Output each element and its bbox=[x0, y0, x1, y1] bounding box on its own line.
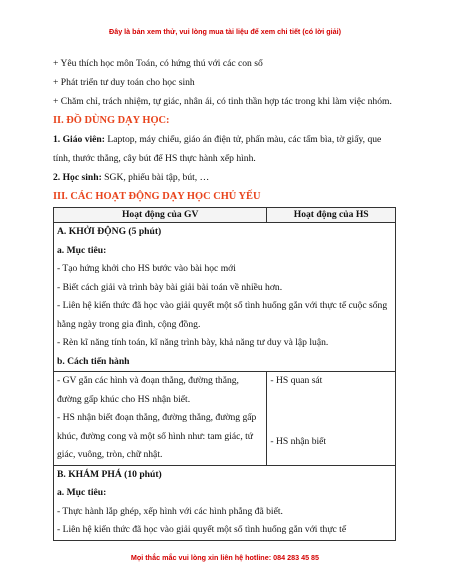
student-materials bbox=[53, 168, 399, 187]
section-heading-materials: II. ĐỒ DÙNG DẠY HỌC: bbox=[53, 115, 170, 126]
part-b-cell bbox=[54, 465, 396, 540]
part-a-goal-label: a. Mục tiêu: bbox=[57, 244, 107, 256]
part-a-title: A. KHỞI ĐỘNG (5 phút) bbox=[57, 226, 162, 237]
student-step: - HS quan sát bbox=[270, 375, 323, 386]
part-a-goal: - Rèn kĩ năng tính toán, kĩ năng trình bày, khả năng tư duy và lập luận. bbox=[57, 337, 329, 348]
part-a-teacher-cell bbox=[54, 372, 267, 466]
header-student-activity: Hoạt động của HS bbox=[267, 208, 396, 223]
part-a-student-cell bbox=[267, 372, 396, 466]
part-b-goal-label: a. Mục tiêu: bbox=[57, 487, 107, 498]
part-a-method-label: b. Cách tiến hành bbox=[57, 355, 130, 367]
teacher-text: Laptop, máy chiếu, giáo án điện tử, phấn màu, các tấm bìa, tờ giấy, que tính, thước thẳng, cây bút để HS thực hành xếp hình. bbox=[53, 134, 382, 164]
part-b-goal: - Liên hệ kiến thức đã học vào giải quyết một số tình huống gắn với thực tế bbox=[57, 524, 347, 535]
student-step: - HS nhận biết bbox=[270, 435, 327, 447]
student-label: 2. Học sinh: bbox=[53, 172, 102, 183]
part-a-intro-row bbox=[54, 223, 396, 372]
intro-line: + Yêu thích học môn Toán, có hứng thú với các con số bbox=[53, 58, 263, 69]
hotline-banner-bottom: Mọi thắc mắc vui lòng xin liên hệ hotline: 084 283 45 85 bbox=[130, 553, 320, 562]
intro-line: + Chăm chỉ, trách nhiệm, tự giác, nhân ái, có tinh thần hợp tác trong khi làm việc nhóm. bbox=[53, 96, 392, 107]
part-b-row bbox=[54, 465, 396, 540]
student-step-spacer bbox=[270, 391, 392, 433]
table-header-row bbox=[54, 208, 396, 223]
teacher-label: 1. Giáo viên: bbox=[53, 134, 105, 145]
teacher-step: - HS nhận biết đoạn thẳng, đường thẳng, đường gấp khúc, đường cong và một số hình như: tam giác, tứ giác, vuông, tròn, chữ nhật. bbox=[57, 412, 257, 460]
teacher-materials bbox=[53, 130, 399, 168]
part-a-goal: - Liên hệ kiến thức đã học vào giải quyết một số tình huống gắn với thực tế cuộc sống hằng ngày trong gia đình, cộng đồng. bbox=[57, 300, 388, 330]
header-teacher-activity: Hoạt động của GV bbox=[54, 208, 267, 223]
intro-line: + Phát triển tư duy toán cho học sinh bbox=[53, 77, 195, 88]
teacher-step: - GV gắn các hình và đoạn thẳng, đường thẳng, đường gấp khúc cho HS nhận biết. bbox=[57, 375, 239, 405]
part-a-steps-row bbox=[54, 372, 396, 466]
part-a-goal: - Biết cách giải và trình bày bài giải bài toán về nhiều hơn. bbox=[57, 281, 283, 293]
preview-banner-top: Đây là bản xem thử, vui lòng mua tài liệu để xem chi tiết (có lời giải) bbox=[109, 27, 341, 36]
part-a-cell bbox=[54, 223, 396, 372]
student-text: SGK, phiếu bài tập, bút, … bbox=[101, 172, 210, 183]
part-a-goal: - Tạo hứng khởi cho HS bước vào bài học mới bbox=[57, 263, 236, 274]
document-body bbox=[53, 54, 399, 541]
part-b-title: B. KHÁM PHÁ (10 phút) bbox=[57, 468, 162, 480]
activities-table bbox=[53, 207, 396, 541]
section-heading-activities: III. CÁC HOẠT ĐỘNG DẠY HỌC CHỦ YẾU bbox=[53, 191, 261, 202]
part-b-goal: - Thực hành lắp ghép, xếp hình với các hình phẳng đã biết. bbox=[57, 505, 283, 517]
